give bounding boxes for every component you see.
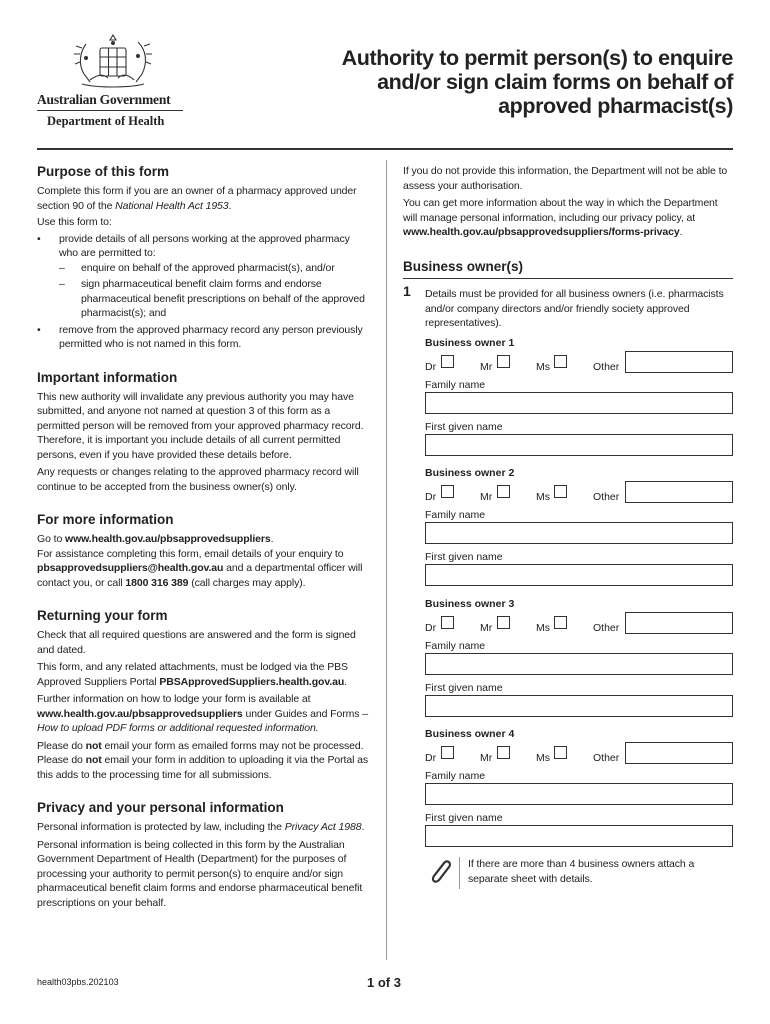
family-name-label: Family name (425, 509, 486, 521)
form-code: health03pbs.202103 (37, 977, 119, 987)
title-dr-label: Dr (425, 491, 437, 503)
government-logo (37, 34, 187, 129)
logo-divider (37, 110, 183, 111)
privacy-text-1: Personal information is protected by law, including the Privacy Act 1988. (37, 821, 365, 833)
note-text: If there are more than 4 business owners attach a separate sheet with details. (468, 858, 695, 885)
family-name-input[interactable] (425, 392, 733, 414)
title-mr-label: Mr (480, 752, 493, 764)
attachment-note (425, 855, 733, 895)
title-mr-label: Mr (480, 622, 493, 634)
business-owner-1 (403, 337, 733, 457)
privacy-text-4: You can get more information about the way in which the Department will manage personal information, including our privacy policy, at www.health.gov.au/pbsapprovedsuppliers/forms-privacy. (403, 197, 718, 238)
owner-heading: Business owner 4 (425, 728, 515, 740)
family-name-input[interactable] (425, 653, 733, 675)
title-other-input[interactable] (625, 742, 733, 764)
title-other-label: Other (593, 752, 620, 764)
returning-text-2: This form, and any related attachments, must be lodged via the PBS Approved Suppliers Portal PBSApprovedSuppliers.health.gov.au. (37, 661, 348, 688)
returning-text-4: Please do not email your form as emailed forms may not be processed. Please do not email your form in addition to uploading it via the Portal as this adds to the processing time for all submissions. (37, 739, 369, 781)
privacy-text-2: Personal information is being collected in this form by the Australian Government Department of Health (Department) for the purposes of processing your authority to permit person(s) to enquire and/or sign pharmaceutical benefit claim forms and endorse pharmaceutical benefit prescriptions on your behalf. (37, 838, 363, 909)
returning-text-3: Further information on how to lodge your form is available at www.health.gov.au/pbsapprovedsuppliers under Guides and Forms – How to upload PDF forms or additional requested information. (37, 693, 368, 734)
title-ms-label: Ms (536, 752, 550, 764)
first-name-input[interactable] (425, 825, 733, 847)
header-rule (37, 148, 733, 150)
title-mr-checkbox[interactable] (497, 485, 510, 498)
title-other-label: Other (593, 622, 620, 634)
first-name-input[interactable] (425, 434, 733, 456)
page-number: 1 of 3 (367, 975, 401, 990)
family-name-input[interactable] (425, 522, 733, 544)
portal-link[interactable]: PBSApprovedSuppliers.health.gov.au (159, 675, 345, 688)
title-mr-label: Mr (480, 361, 493, 373)
title-line-1: Authority to permit person(s) to enquire (341, 46, 733, 70)
title-ms-label: Ms (536, 361, 550, 373)
title-other-label: Other (593, 491, 620, 503)
title-dr-label: Dr (425, 752, 437, 764)
title-line-3: approved pharmacist(s) (498, 94, 733, 118)
right-column-privacy (403, 164, 733, 240)
first-name-label: First given name (425, 682, 503, 694)
owner-heading: Business owner 3 (425, 598, 515, 610)
family-name-label: Family name (425, 770, 486, 782)
left-column (37, 164, 370, 910)
title-dr-label: Dr (425, 622, 437, 634)
purpose-bullet-1: • provide details of all persons working at the approved pharmacy who are permitted to: (37, 232, 350, 259)
title-ms-checkbox[interactable] (554, 746, 567, 759)
family-name-label: Family name (425, 379, 486, 391)
title-mr-checkbox[interactable] (497, 355, 510, 368)
purpose-dash-1: – enquire on behalf of the approved pharmacist(s), and/or (59, 261, 335, 274)
purpose-text: Complete this form if you are an owner of a pharmacy approved under section 90 of the National Health Act 1953. (37, 185, 357, 212)
more-info-email[interactable]: pbsapprovedsuppliers@health.gov.au (37, 562, 224, 574)
purpose-heading: Purpose of this form (37, 164, 170, 179)
returning-link[interactable]: www.health.gov.au/pbsapprovedsuppliers (37, 707, 243, 720)
owners-heading-rule (403, 278, 733, 279)
more-info-phone: 1800 316 389 (125, 576, 189, 589)
title-dr-checkbox[interactable] (441, 355, 454, 368)
title-dr-label: Dr (425, 361, 437, 373)
owner-heading: Business owner 2 (425, 467, 515, 479)
page-title (263, 46, 733, 118)
question-text: Details must be provided for all business owners (i.e. pharmacists and/or company directors and/or friendly society approved representatives). (425, 288, 724, 329)
title-ms-checkbox[interactable] (554, 355, 567, 368)
first-name-label: First given name (425, 812, 503, 824)
title-dr-checkbox[interactable] (441, 616, 454, 629)
first-name-input[interactable] (425, 695, 733, 717)
title-mr-label: Mr (480, 491, 493, 503)
important-text-1: This new authority will invalidate any previous authority you may have submitted, and anyone not named at question 3 of this form as a permitted person will be removed from your approved pharmacy record. Therefore, it is important you include details of all current permitted persons, even if you have provided these details before. (37, 390, 364, 461)
purpose-dash-2: – sign pharmaceutical benefit claim forms and endorse pharmaceutical benefit prescriptions on behalf of the approved pharmacist(s); and (59, 278, 365, 319)
privacy-heading: Privacy and your personal information (37, 800, 284, 815)
business-owner-4 (403, 728, 733, 848)
title-dr-checkbox[interactable] (441, 485, 454, 498)
title-ms-label: Ms (536, 491, 550, 503)
first-name-label: First given name (425, 551, 503, 563)
returning-text-1: Check that all required questions are answered and the form is signed and dated. (37, 629, 356, 656)
title-other-input[interactable] (625, 481, 733, 503)
purpose-bullet-2: • remove from the approved pharmacy record any person previously permitted who is not named in this form. (37, 323, 363, 350)
more-info-link[interactable]: www.health.gov.au/pbsapprovedsuppliers (65, 533, 271, 545)
government-name: Australian Government (37, 92, 171, 107)
important-text-2: Any requests or changes relating to the approved pharmacy record will continue to be accepted from the business owner(s) only. (37, 466, 359, 493)
more-info-text: Go to www.health.gov.au/pbsapprovedsuppliers. For assistance completing this form, email details of your enquiry to pbsapprovedsuppliers@health.gov.au and a departmental officer will contact you, or call 1800 316 389 (call charges may apply). (37, 533, 363, 589)
important-heading: Important information (37, 369, 178, 385)
coat-of-arms-icon (72, 34, 154, 90)
first-name-input[interactable] (425, 564, 733, 586)
title-mr-checkbox[interactable] (497, 616, 510, 629)
owner-heading: Business owner 1 (425, 337, 515, 349)
title-other-label: Other (593, 361, 620, 373)
more-info-heading: For more information (37, 512, 174, 527)
owners-heading: Business owner(s) (403, 259, 524, 274)
title-other-input[interactable] (625, 612, 733, 634)
business-owner-2 (403, 467, 733, 587)
title-mr-checkbox[interactable] (497, 746, 510, 759)
title-line-2: and/or sign claim forms on behalf of (377, 70, 733, 94)
first-name-label: First given name (425, 421, 503, 433)
purpose-use: Use this form to: (37, 216, 112, 228)
title-other-input[interactable] (625, 351, 733, 373)
family-name-input[interactable] (425, 783, 733, 805)
question-number: 1 (403, 283, 411, 299)
paperclip-icon (427, 857, 453, 887)
note-divider (459, 857, 460, 889)
privacy-link[interactable]: www.health.gov.au/pbsapprovedsuppliers/forms-privacy (403, 226, 680, 238)
title-dr-checkbox[interactable] (441, 746, 454, 759)
business-owner-3 (403, 598, 733, 718)
column-divider (386, 160, 387, 960)
department-name: Department of Health (47, 114, 165, 128)
privacy-text-3: If you do not provide this information, the Department will not be able to assess your authorisation. (403, 165, 728, 192)
title-ms-label: Ms (536, 622, 550, 634)
title-ms-checkbox[interactable] (554, 485, 567, 498)
returning-heading: Returning your form (37, 608, 168, 623)
family-name-label: Family name (425, 640, 486, 652)
title-ms-checkbox[interactable] (554, 616, 567, 629)
